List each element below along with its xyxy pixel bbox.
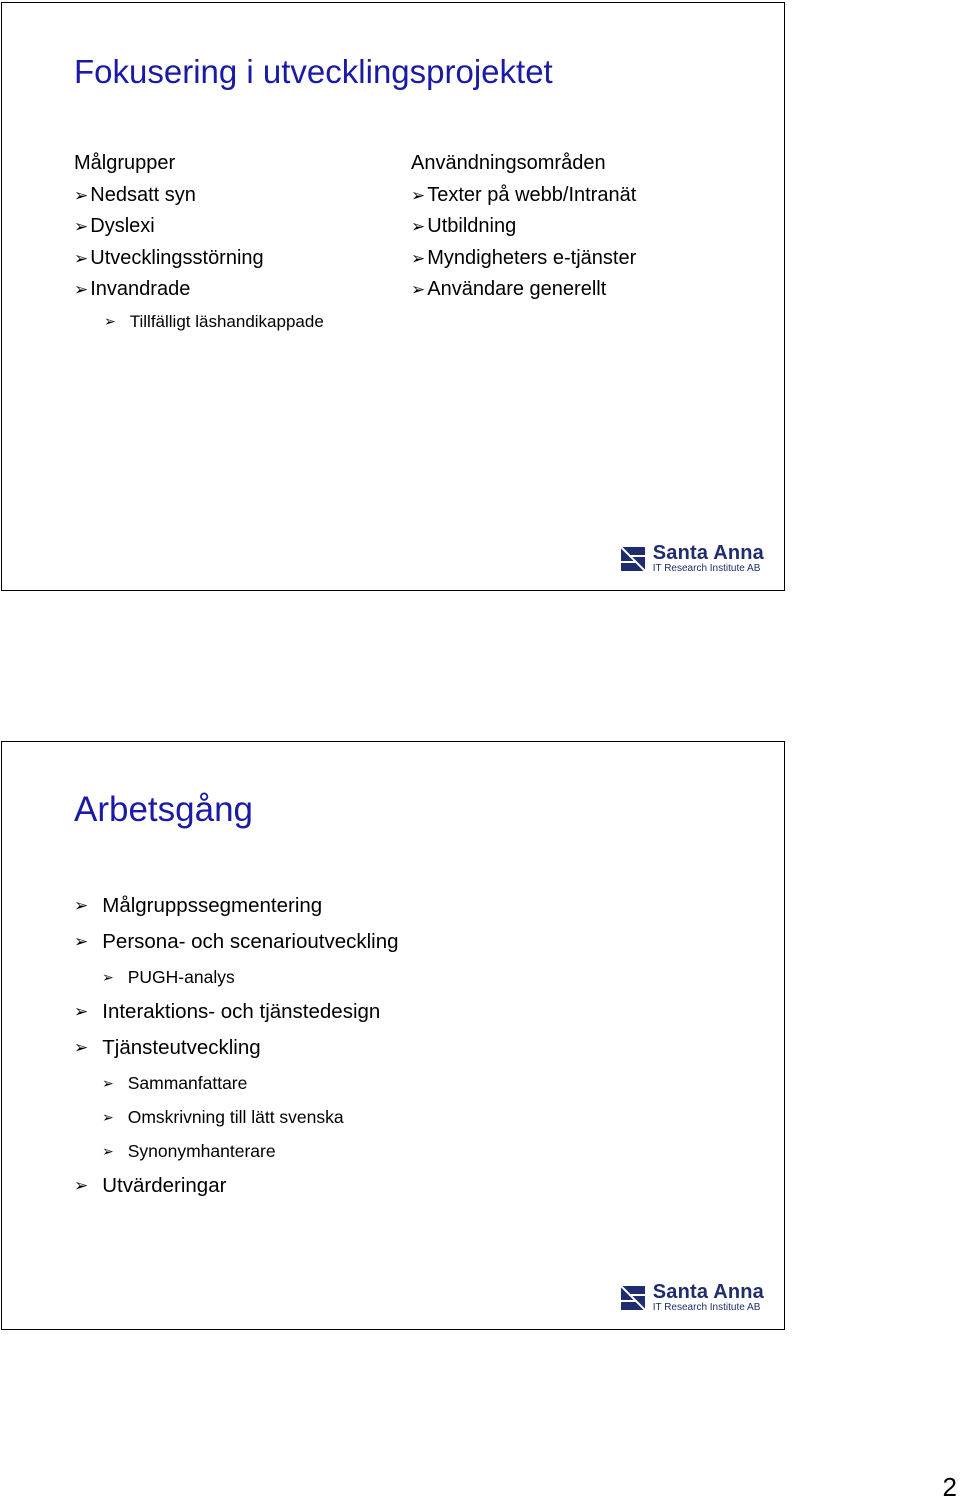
santa-anna-logo-icon	[617, 545, 649, 573]
list-item: ➢ Tjänsteutveckling	[74, 1030, 399, 1066]
list-subitem: ➢ Sammanfattare	[74, 1066, 399, 1100]
arrow-bullet-icon: ➢	[74, 1038, 89, 1057]
arrow-bullet-icon: ➢	[102, 1109, 114, 1125]
list-item: ➢ Utvärderingar	[74, 1168, 399, 1204]
list-item: ➢ Utbildning	[411, 211, 636, 243]
list-item: ➢ Målgruppssegmentering	[74, 888, 399, 924]
list-subitem: ➢ Omskrivning till lätt svenska	[74, 1100, 399, 1134]
logo-name: Santa Anna	[652, 1281, 764, 1303]
slide-2	[1, 741, 785, 1330]
santa-anna-logo	[617, 543, 764, 574]
target-groups-heading: Målgrupper	[74, 152, 176, 174]
list-item: ➢ Nedsatt syn	[74, 180, 324, 212]
list-item: ➢ Dyslexi	[74, 211, 324, 243]
target-groups-column	[74, 148, 324, 337]
arrow-bullet-icon: ➢	[411, 185, 426, 205]
arrow-bullet-icon: ➢	[74, 248, 89, 268]
santa-anna-logo-icon	[617, 1284, 649, 1312]
arrow-bullet-icon: ➢	[74, 896, 89, 915]
logo-subtitle: IT Research Institute AB	[652, 1302, 761, 1313]
arrow-bullet-icon: ➢	[74, 932, 89, 951]
arrow-bullet-icon: ➢	[74, 1002, 89, 1021]
logo-name: Santa Anna	[652, 542, 764, 564]
list-item: ➢ Persona- och scenarioutveckling	[74, 924, 399, 960]
santa-anna-logo	[617, 1282, 764, 1313]
page-number: 2	[942, 1472, 957, 1502]
slide-2-title: Arbetsgång	[74, 790, 254, 829]
list-item: ➢ Texter på webb/Intranät	[411, 180, 636, 212]
usage-areas-column	[411, 148, 636, 306]
workflow-list	[74, 888, 399, 1204]
arrow-bullet-icon: ➢	[104, 312, 116, 329]
list-subitem: ➢ Tillfälligt läshandikappade	[74, 306, 324, 338]
slide-1-title: Fokusering i utvecklingsprojektet	[74, 53, 553, 90]
logo-subtitle: IT Research Institute AB	[652, 563, 761, 574]
list-subitem: ➢ PUGH-analys	[74, 960, 399, 994]
list-item: ➢ Utvecklingsstörning	[74, 243, 324, 275]
arrow-bullet-icon: ➢	[74, 217, 89, 236]
list-item: ➢ Användare generellt	[411, 274, 636, 306]
list-subitem: ➢ Synonymhanterare	[74, 1134, 399, 1168]
arrow-bullet-icon: ➢	[102, 1143, 114, 1159]
arrow-bullet-icon: ➢	[74, 280, 89, 299]
usage-areas-heading: Användningsområden	[411, 152, 606, 174]
arrow-bullet-icon: ➢	[411, 217, 426, 236]
arrow-bullet-icon: ➢	[102, 969, 114, 985]
slide-1	[1, 2, 785, 591]
list-item: ➢ Interaktions- och tjänstedesign	[74, 994, 399, 1030]
arrow-bullet-icon: ➢	[74, 1176, 89, 1195]
arrow-bullet-icon: ➢	[74, 185, 89, 205]
arrow-bullet-icon: ➢	[102, 1075, 114, 1091]
list-item: ➢ Myndigheters e-tjänster	[411, 243, 636, 275]
arrow-bullet-icon: ➢	[411, 248, 426, 268]
list-item: ➢ Invandrade	[74, 274, 324, 306]
arrow-bullet-icon: ➢	[411, 280, 426, 299]
